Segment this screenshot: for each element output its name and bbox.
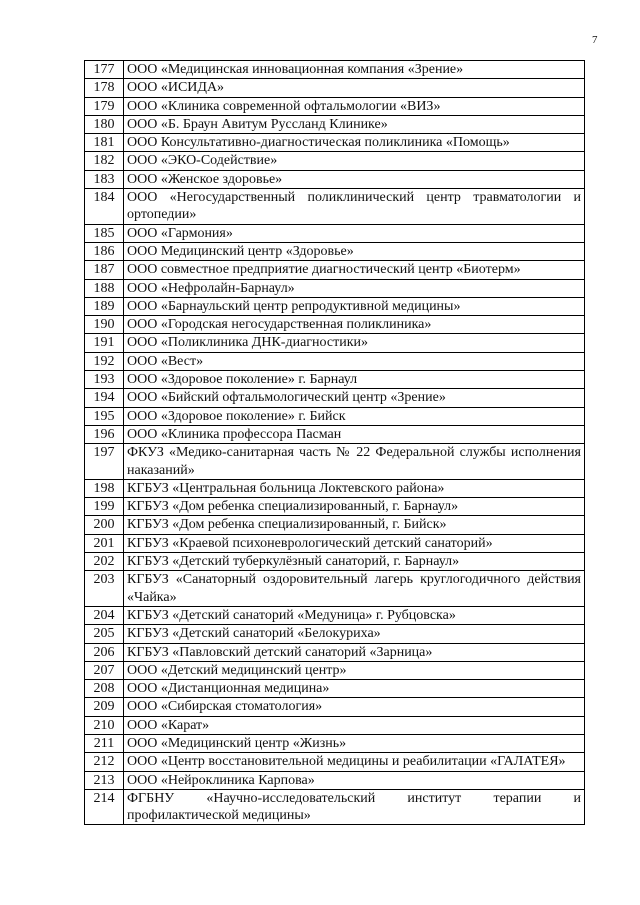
organization-name: КГБУЗ «Детский санаторий «Медуница» г. Рубцовска» bbox=[124, 606, 585, 624]
organization-name: КГБУЗ «Санаторный оздоровительный лагерь круглогодичного действия «Чайка» bbox=[124, 571, 585, 607]
organization-name: ООО «ИСИДА» bbox=[124, 79, 585, 97]
row-number: 188 bbox=[85, 279, 124, 297]
organization-name: ООО «Клиника современной офтальмологии «ВИЗ» bbox=[124, 97, 585, 115]
table-row bbox=[85, 661, 585, 679]
row-number: 198 bbox=[85, 479, 124, 497]
table-row bbox=[85, 771, 585, 789]
row-number: 177 bbox=[85, 61, 124, 79]
row-number: 205 bbox=[85, 625, 124, 643]
row-number: 192 bbox=[85, 352, 124, 370]
table-row bbox=[85, 534, 585, 552]
row-number: 211 bbox=[85, 734, 124, 752]
organization-name: ООО «Поликлиника ДНК-диагностики» bbox=[124, 334, 585, 352]
organization-name: ООО «Нейроклиника Карпова» bbox=[124, 771, 585, 789]
table-row bbox=[85, 571, 585, 607]
row-number: 191 bbox=[85, 334, 124, 352]
row-number: 194 bbox=[85, 389, 124, 407]
table-row bbox=[85, 297, 585, 315]
table-row bbox=[85, 334, 585, 352]
organization-name: ФГБНУ «Научно-исследовательский институт терапии и профилактической медицины» bbox=[124, 789, 585, 825]
row-number: 190 bbox=[85, 316, 124, 334]
organization-name: ООО «Женское здоровье» bbox=[124, 170, 585, 188]
organization-name: ООО Медицинский центр «Здоровье» bbox=[124, 242, 585, 260]
row-number: 197 bbox=[85, 444, 124, 480]
organization-name: КГБУЗ «Краевой психоневрологический детский санаторий» bbox=[124, 534, 585, 552]
table-row bbox=[85, 789, 585, 825]
organization-name: КГБУЗ «Дом ребенка специализированный, г. Бийск» bbox=[124, 516, 585, 534]
row-number: 208 bbox=[85, 680, 124, 698]
organization-name: КГБУЗ «Центральная больница Локтевского района» bbox=[124, 479, 585, 497]
table-row bbox=[85, 224, 585, 242]
row-number: 181 bbox=[85, 134, 124, 152]
organization-name: ООО «Клиника профессора Пасман bbox=[124, 425, 585, 443]
row-number: 178 bbox=[85, 79, 124, 97]
organization-name: ООО «Барнаульский центр репродуктивной медицины» bbox=[124, 297, 585, 315]
table-row bbox=[85, 643, 585, 661]
page-number: 7 bbox=[592, 34, 598, 46]
table-row bbox=[85, 316, 585, 334]
table-row bbox=[85, 444, 585, 480]
table-row bbox=[85, 625, 585, 643]
organization-name: КГБУЗ «Дом ребенка специализированный, г. Барнаул» bbox=[124, 498, 585, 516]
table-row bbox=[85, 352, 585, 370]
row-number: 182 bbox=[85, 152, 124, 170]
organizations-table bbox=[84, 60, 585, 825]
organization-name: ООО совместное предприятие диагностический центр «Биотерм» bbox=[124, 261, 585, 279]
organization-name: ООО «Детский медицинский центр» bbox=[124, 661, 585, 679]
row-number: 200 bbox=[85, 516, 124, 534]
table-row bbox=[85, 425, 585, 443]
table-row bbox=[85, 170, 585, 188]
row-number: 201 bbox=[85, 534, 124, 552]
row-number: 196 bbox=[85, 425, 124, 443]
row-number: 185 bbox=[85, 224, 124, 242]
row-number: 186 bbox=[85, 242, 124, 260]
organization-name: КГБУЗ «Павловский детский санаторий «Зарница» bbox=[124, 643, 585, 661]
table-row bbox=[85, 261, 585, 279]
row-number: 204 bbox=[85, 606, 124, 624]
organization-name: ООО «Городская негосударственная поликлиника» bbox=[124, 316, 585, 334]
table-row bbox=[85, 407, 585, 425]
table-row bbox=[85, 242, 585, 260]
row-number: 184 bbox=[85, 189, 124, 225]
organization-name: КГБУЗ «Детский туберкулёзный санаторий, г. Барнаул» bbox=[124, 553, 585, 571]
organization-name: ООО «Вест» bbox=[124, 352, 585, 370]
row-number: 207 bbox=[85, 661, 124, 679]
organization-name: ООО «Карат» bbox=[124, 716, 585, 734]
organization-name: ООО «Негосударственный поликлинический центр травматологии и ортопедии» bbox=[124, 189, 585, 225]
table-row bbox=[85, 134, 585, 152]
table-row bbox=[85, 279, 585, 297]
organization-name: ООО «ЭКО-Содействие» bbox=[124, 152, 585, 170]
organization-name: ООО «Б. Браун Авитум Руссланд Клинике» bbox=[124, 115, 585, 133]
organization-name: ООО «Здоровое поколение» г. Бийск bbox=[124, 407, 585, 425]
row-number: 214 bbox=[85, 789, 124, 825]
row-number: 202 bbox=[85, 553, 124, 571]
row-number: 189 bbox=[85, 297, 124, 315]
organization-name: КГБУЗ «Детский санаторий «Белокуриха» bbox=[124, 625, 585, 643]
table-row bbox=[85, 371, 585, 389]
row-number: 195 bbox=[85, 407, 124, 425]
row-number: 209 bbox=[85, 698, 124, 716]
table-row bbox=[85, 115, 585, 133]
row-number: 193 bbox=[85, 371, 124, 389]
table-row bbox=[85, 97, 585, 115]
table-row bbox=[85, 606, 585, 624]
row-number: 210 bbox=[85, 716, 124, 734]
organization-name: ООО Консультативно-диагностическая поликлиника «Помощь» bbox=[124, 134, 585, 152]
organization-name: ООО «Бийский офтальмологический центр «Зрение» bbox=[124, 389, 585, 407]
table-row bbox=[85, 734, 585, 752]
table-row bbox=[85, 479, 585, 497]
row-number: 180 bbox=[85, 115, 124, 133]
row-number: 187 bbox=[85, 261, 124, 279]
organization-name: ООО «Сибирская стоматология» bbox=[124, 698, 585, 716]
table-row bbox=[85, 753, 585, 771]
organization-name: ООО «Медицинская инновационная компания «Зрение» bbox=[124, 61, 585, 79]
row-number: 199 bbox=[85, 498, 124, 516]
table-row bbox=[85, 61, 585, 79]
organization-name: ФКУЗ «Медико-санитарная часть № 22 Федеральной службы исполнения наказаний» bbox=[124, 444, 585, 480]
row-number: 213 bbox=[85, 771, 124, 789]
row-number: 203 bbox=[85, 571, 124, 607]
table-row bbox=[85, 516, 585, 534]
row-number: 183 bbox=[85, 170, 124, 188]
table-row bbox=[85, 152, 585, 170]
table-row bbox=[85, 498, 585, 516]
organization-name: ООО «Гармония» bbox=[124, 224, 585, 242]
organization-name: ООО «Дистанционная медицина» bbox=[124, 680, 585, 698]
row-number: 206 bbox=[85, 643, 124, 661]
table-row bbox=[85, 716, 585, 734]
organization-name: ООО «Центр восстановительной медицины и реабилитации «ГАЛАТЕЯ» bbox=[124, 753, 585, 771]
table-row bbox=[85, 389, 585, 407]
table-row bbox=[85, 79, 585, 97]
table-row bbox=[85, 553, 585, 571]
row-number: 179 bbox=[85, 97, 124, 115]
row-number: 212 bbox=[85, 753, 124, 771]
organization-name: ООО «Медицинский центр «Жизнь» bbox=[124, 734, 585, 752]
table-row bbox=[85, 698, 585, 716]
table-row bbox=[85, 680, 585, 698]
organization-name: ООО «Нефролайн-Барнаул» bbox=[124, 279, 585, 297]
table-row bbox=[85, 189, 585, 225]
organization-name: ООО «Здоровое поколение» г. Барнаул bbox=[124, 371, 585, 389]
